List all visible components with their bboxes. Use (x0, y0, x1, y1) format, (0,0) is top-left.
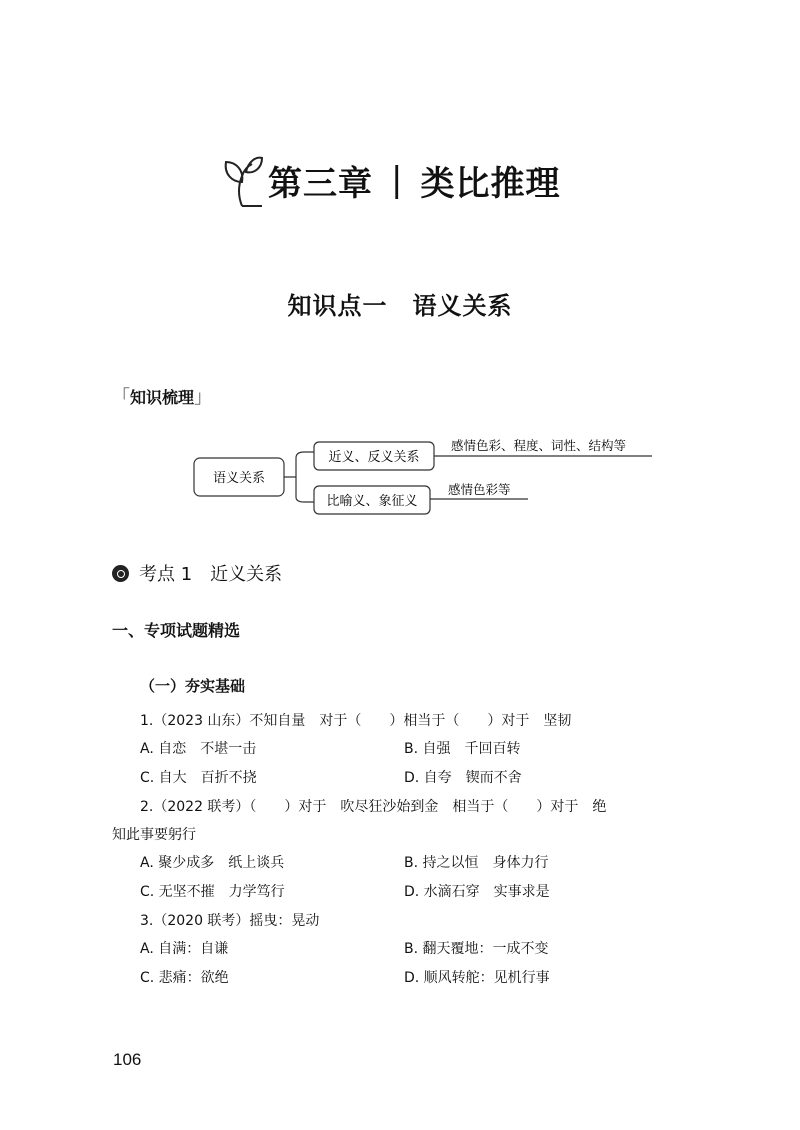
connector-brace (284, 452, 314, 502)
chapter-header (218, 150, 560, 210)
heading-level-2: （一）夯实基础 (140, 677, 246, 695)
question-2-stem: 2.（2022 联考）（ ）对于 吹尽狂沙始到金 相当于（ ）对于 绝 (140, 799, 607, 815)
chapter-title: 类比推理 (420, 163, 561, 204)
section-title: 知识点一 语义关系 (287, 292, 513, 320)
branch-note-1: 感情色彩、程度、词性、结构等 (451, 438, 627, 453)
question-3-stem: 3.（2020 联考）摇曳：晃动 (140, 913, 320, 929)
kaodian-label: 考点 1 近义关系 (139, 564, 283, 585)
question-1-option-c: C. 自大 百折不挠 (140, 770, 257, 786)
chapter-separator: | (391, 160, 403, 200)
branch-note-2: 感情色彩等 (448, 482, 511, 497)
page-number: 106 (113, 1050, 142, 1069)
branch-label-2: 比喻义、象征义 (326, 494, 418, 509)
question-1-option-a: A. 自恋 不堪一击 (140, 741, 257, 757)
heading-level-1: 一、专项试题精选 (112, 621, 241, 640)
question-3-option-b: B. 翻天覆地：一成不变 (404, 941, 549, 957)
mind-map-diagram (0, 0, 800, 560)
kaodian-bullet-icon (112, 565, 129, 582)
question-3-option-a: A. 自满：自谦 (140, 941, 229, 957)
knowledge-tag (112, 383, 212, 409)
tag-close-bracket: 」 (194, 387, 213, 408)
tag-open-bracket: 「 (112, 387, 130, 408)
root-label: 语义关系 (212, 471, 266, 486)
question-2-option-c: C. 无坚不摧 力学笃行 (140, 884, 285, 900)
question-2-option-b: B. 持之以恒 身体力行 (404, 855, 549, 871)
kaodian-heading (112, 560, 282, 586)
branch-label-1: 近义、反义关系 (328, 450, 420, 465)
question-3-option-d: D. 顺风转舵：见机行事 (404, 970, 550, 986)
question-1-option-d: D. 自夸 锲而不舍 (404, 770, 522, 786)
question-3-option-c: C. 悲痛：欲绝 (140, 970, 229, 986)
question-1-stem: 1.（2023 山东）不知自量 对于（ ）相当于（ ）对于 坚韧 (140, 713, 572, 729)
question-2-option-a: A. 聚少成多 纸上谈兵 (140, 855, 285, 871)
chapter-number: 第三章 (268, 163, 373, 204)
question-1-option-b: B. 自强 千回百转 (404, 741, 521, 757)
sprout-icon (218, 152, 264, 208)
question-2-stem-cont: 知此事要躬行 (112, 827, 196, 843)
tag-label: 知识梳理 (130, 388, 195, 407)
question-2-option-d: D. 水滴石穿 实事求是 (404, 884, 550, 900)
